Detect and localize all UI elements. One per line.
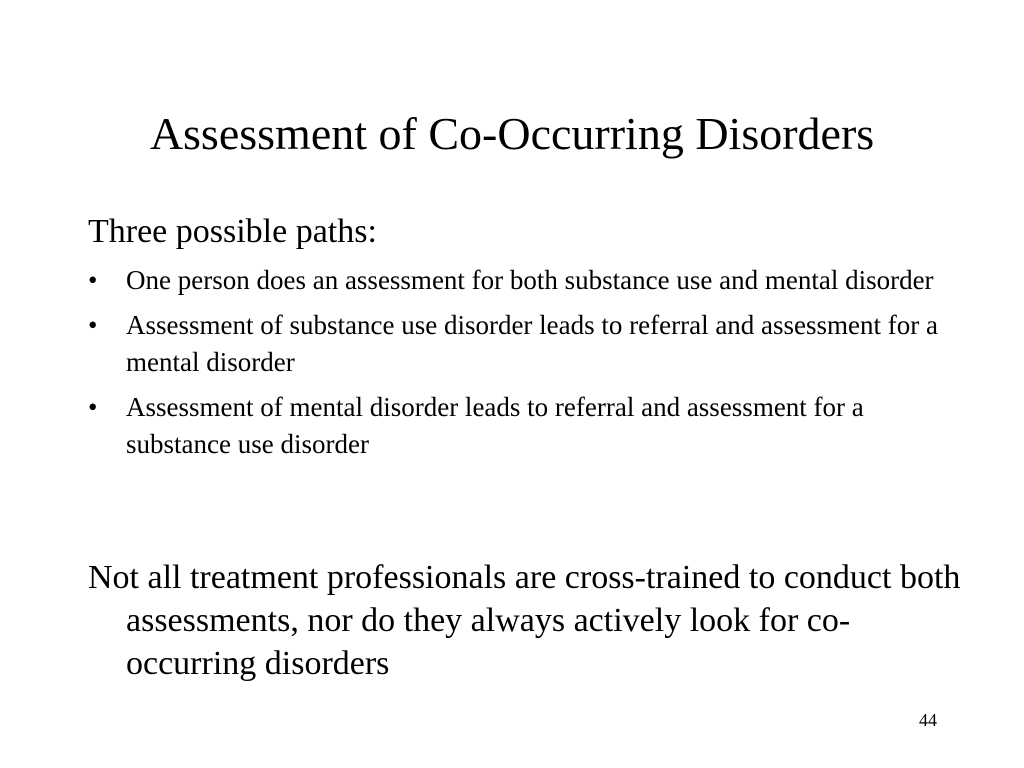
bullet-text: Assessment of mental disorder leads to referral and assessment for a substance use disorder bbox=[126, 392, 864, 459]
page-number: 44 bbox=[919, 710, 937, 730]
bullet-text: Assessment of substance use disorder leads to referral and assessment for a mental disorder bbox=[126, 310, 939, 377]
bullet-icon: • bbox=[88, 265, 98, 295]
closing-statement: Not all treatment professionals are cross-trained to conduct both assessments, nor do they always actively look for co-occurring disorders bbox=[88, 559, 961, 682]
bullet-text: One person does an assessment for both substance use and mental disorder bbox=[126, 265, 934, 295]
bullet-item bbox=[88, 389, 948, 463]
bullet-list bbox=[88, 262, 948, 471]
intro-text: Three possible paths: bbox=[88, 213, 377, 250]
bullet-item bbox=[88, 262, 948, 299]
bullet-icon: • bbox=[88, 392, 98, 422]
bullet-icon: • bbox=[88, 310, 98, 340]
bullet-item bbox=[88, 307, 948, 381]
slide-title: Assessment of Co-Occurring Disorders bbox=[149, 108, 875, 159]
